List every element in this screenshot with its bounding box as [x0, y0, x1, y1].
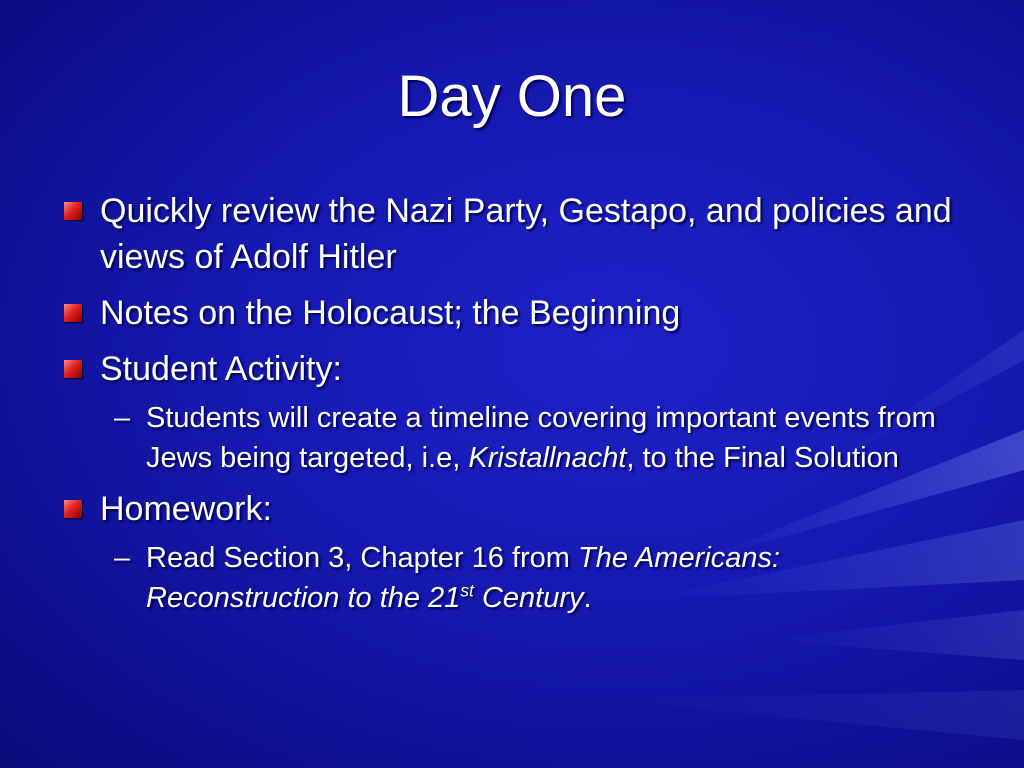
italic-book-title: The Americans: Reconstruction to the 21st Century	[146, 542, 781, 614]
slide-title: Day One	[397, 64, 627, 129]
sub-bullet-text: Read Section 3, Chapter 16 from The Americans: Reconstruction to the 21st Century.	[146, 542, 781, 614]
bullet-text: Homework:	[100, 490, 272, 528]
bullet-text: Quickly review the Nazi Party, Gestapo, and policies and views of Adolf Hitler	[100, 192, 952, 276]
dash-bullet-icon: –	[114, 402, 131, 434]
sub-bullet-text: Students will create a timeline covering important events from Jews being targeted, i.e, Kristallnacht, to the Final Solution	[146, 402, 936, 474]
bullet-text: Notes on the Holocaust; the Beginning	[100, 294, 681, 332]
sub-bullet-item	[62, 538, 962, 618]
ordinal-superscript: st	[460, 580, 474, 601]
bullet-item	[62, 188, 962, 280]
sub-bullet-item	[62, 398, 962, 478]
bullet-text: Student Activity:	[100, 350, 342, 388]
square-bullet-icon	[64, 500, 82, 518]
dash-bullet-icon: –	[114, 542, 131, 574]
italic-term: Kristallnacht	[468, 442, 627, 474]
bullet-list	[62, 188, 962, 626]
square-bullet-icon	[64, 202, 82, 220]
square-bullet-icon	[64, 360, 82, 378]
square-bullet-icon	[64, 304, 82, 322]
bullet-item	[62, 346, 962, 392]
bullet-item	[62, 290, 962, 336]
bullet-item	[62, 486, 962, 532]
